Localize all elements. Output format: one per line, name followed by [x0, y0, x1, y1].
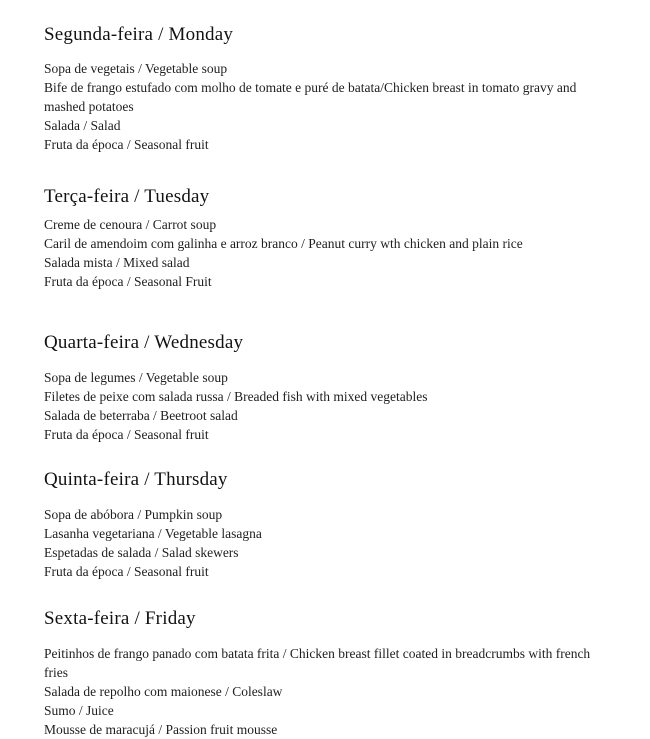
menu-item: Sopa de abóbora / Pumpkin soup — [44, 507, 223, 522]
menu-item: Salada de beterraba / Beetroot salad — [44, 408, 238, 423]
menu-item: Fruta da época / Seasonal Fruit — [44, 274, 212, 289]
menu-section-wednesday — [44, 332, 614, 444]
menu-item: Sopa de vegetais / Vegetable soup — [44, 61, 228, 76]
menu-item: Filetes de peixe com salada russa / Breaded fish with mixed vegetables — [44, 389, 428, 404]
day-heading-wednesday: Quarta-feira / Wednesday — [44, 332, 244, 353]
day-heading-monday: Segunda-feira / Monday — [44, 24, 234, 45]
menu-item: Salada / Salad — [44, 118, 121, 133]
menu-item: Lasanha vegetariana / Vegetable lasagna — [44, 526, 262, 541]
menu-item: Peitinhos de frango panado com batata frita / Chicken breast fillet coated in breadcrumbs with french fries — [44, 646, 591, 680]
menu-item: Caril de amendoim com galinha e arroz branco / Peanut curry wth chicken and plain rice — [44, 236, 523, 251]
menu-item: Creme de cenoura / Carrot soup — [44, 217, 217, 232]
menu-item: Bife de frango estufado com molho de tomate e puré de batata/Chicken breast in tomato gravy and mashed potatoes — [44, 80, 577, 114]
menu-item: Sumo / Juice — [44, 703, 114, 718]
day-heading-friday: Sexta-feira / Friday — [44, 608, 196, 629]
menu-item: Salada mista / Mixed salad — [44, 255, 190, 270]
menu-item: Sopa de legumes / Vegetable soup — [44, 370, 228, 385]
day-heading-tuesday: Terça-feira / Tuesday — [44, 186, 210, 207]
menu-item: Salada de repolho com maionese / Coleslaw — [44, 684, 283, 699]
menu-item: Espetadas de salada / Salad skewers — [44, 545, 239, 560]
menu-item: Fruta da época / Seasonal fruit — [44, 564, 209, 579]
day-heading-thursday: Quinta-feira / Thursday — [44, 469, 228, 490]
menu-item: Mousse de maracujá / Passion fruit mousse — [44, 722, 278, 737]
menu-item: Fruta da época / Seasonal fruit — [44, 137, 209, 152]
menu-section-thursday — [44, 469, 614, 581]
menu-section-tuesday — [44, 186, 614, 291]
menu-section-monday — [44, 24, 614, 154]
menu-item: Fruta da época / Seasonal fruit — [44, 427, 209, 442]
menu-section-friday — [44, 608, 614, 739]
